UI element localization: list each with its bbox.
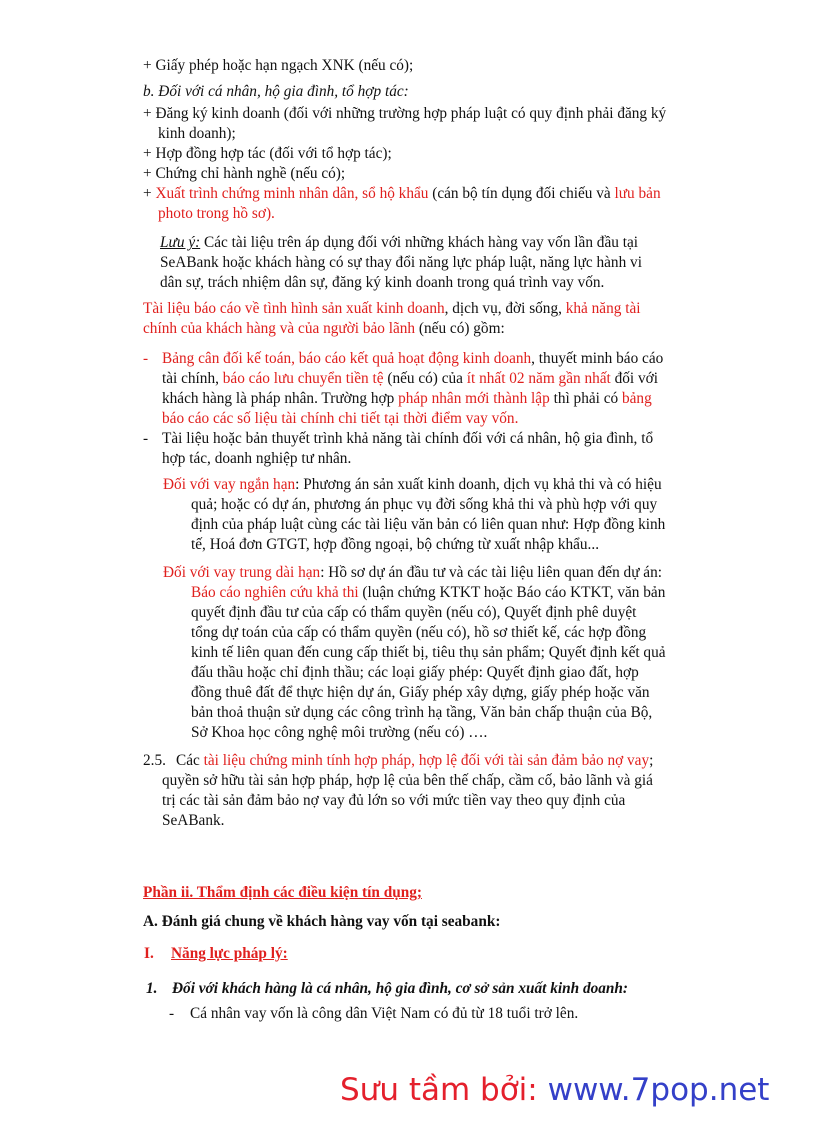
- text-span: : Hồ sơ dự án đầu tư và các tài liệu liên quan đến dự án:: [320, 564, 662, 581]
- text-span: + Chứng chỉ hành nghề (nếu có);: [143, 165, 346, 182]
- text-span: bản thoả thuận sử dụng các công trình hạ tầng, Văn bản chấp thuận của Bộ,: [191, 704, 653, 721]
- collateral-line-2: [162, 771, 653, 790]
- text-span: (luận chứng KTKT hoặc Báo cáo KTKT, văn bản: [358, 584, 666, 601]
- long-term-line-1: [163, 563, 662, 582]
- text-span: SeABank hoặc khách hàng có sự thay đổi năng lực pháp luật, năng lực hành vi: [160, 254, 642, 271]
- id-card-line-2: [158, 204, 275, 223]
- text-span: SeABank.: [162, 812, 225, 829]
- text-span: ;: [649, 752, 654, 769]
- section-number: [143, 751, 166, 770]
- long-term-line-4: [191, 623, 646, 642]
- text-span: I.: [144, 945, 154, 962]
- business-registration-line-2: [158, 124, 236, 143]
- short-term-line-1: [163, 475, 662, 494]
- bullet-dash: [143, 429, 148, 448]
- bullet-dash: [143, 349, 148, 368]
- text-span: khách hàng là pháp nhân. Trường hợp: [162, 390, 399, 407]
- text-span: tế, Hoá đơn GTGT, hợp đồng ngoại, bộ chứng từ xuất nhập khẩu...: [191, 536, 600, 553]
- text-span: Các: [176, 752, 204, 769]
- text-span: (nếu có) gồm:: [415, 320, 505, 337]
- permit-line: [143, 56, 413, 75]
- long-term-line-3: [191, 603, 636, 622]
- text-span: -: [143, 430, 149, 447]
- long-term-line-6: [191, 663, 639, 682]
- text-span: + Giấy phép hoặc hạn ngạch XNK (nếu có);: [143, 57, 414, 74]
- text-span: bảng: [621, 390, 652, 407]
- text-span: đối với: [610, 370, 658, 387]
- text-span: Sở Khoa học công nghệ môi trường (nếu có) ….: [191, 724, 488, 741]
- text-span: Phần ii. Thẩm định các điều kiện tín dụng;: [143, 884, 422, 901]
- text-span: khả năng tài: [565, 300, 641, 317]
- short-term-line-3: [191, 515, 665, 534]
- text-span: -: [143, 350, 149, 367]
- long-term-line-8: [191, 703, 652, 722]
- subheading-individuals: [143, 82, 409, 101]
- text-span: quyết định đầu tư của cấp có thẩm quyền (nếu có), Quyết định phê duyệt: [191, 604, 637, 621]
- balance-sheet-line-1: [162, 349, 663, 368]
- collateral-line-4: [162, 811, 224, 830]
- text-span: photo trong hồ sơ).: [158, 205, 275, 222]
- text-span: Bảng cân đối kế toán, báo cáo kết quả hoạt động kinh doanh: [162, 350, 532, 367]
- text-span: tài chính,: [162, 370, 223, 387]
- long-term-line-7: [191, 683, 650, 702]
- text-span: , dịch vụ, đời sống,: [444, 300, 566, 317]
- text-span: (nếu có) của: [383, 370, 467, 387]
- text-span: Năng lực pháp lý:: [171, 945, 288, 962]
- text-span: kinh doanh);: [158, 125, 236, 142]
- individual-customers-heading: [172, 979, 628, 998]
- text-span: + Hợp đồng hợp tác (đối với tổ hợp tác);: [143, 145, 392, 162]
- text-span: +: [143, 185, 156, 202]
- text-span: (cán bộ tín dụng đối chiếu và: [428, 185, 615, 202]
- text-span: : Phương án sản xuất kinh doanh, dịch vụ khả thi và có hiệu: [295, 476, 662, 493]
- text-span: Các tài liệu trên áp dụng đối với những khách hàng vay vốn lần đầu tại: [200, 234, 639, 251]
- roman-numeral: [144, 944, 154, 963]
- note-line-3: [160, 273, 604, 292]
- text-span: 2.5.: [143, 752, 166, 769]
- text-span: Đối với khách hàng là cá nhân, hộ gia đình, cơ sở sản xuất kinh doanh:: [172, 980, 629, 997]
- cooperation-contract-line: [143, 144, 392, 163]
- text-span: Tài liệu hoặc bản thuyết trình khả năng tài chính đối với cá nhân, hộ gia đình, tổ: [162, 430, 654, 447]
- text-span: + Đăng ký kinh doanh (đối với những trường hợp pháp luật có quy định phải đăng ký: [143, 105, 667, 122]
- text-span: quyền sở hữu tài sản hợp pháp, hợp lệ của bên thế chấp, cầm cố, bảo lãnh và giá: [162, 772, 653, 789]
- text-span: Xuất trình chứng minh nhân dân, sổ hộ khẩu: [155, 185, 429, 202]
- text-span: tài liệu chứng minh tính hợp pháp, hợp lệ đối với tài sản đảm bảo nợ vay: [203, 752, 650, 769]
- text-span: quả; hoặc có dự án, phương án phục vụ đời sống khả thi và phù hợp với quy: [191, 496, 658, 513]
- text-span: trị các tài sản đảm bảo nợ vay đủ lớn so với mức tiền vay theo quy định của: [162, 792, 626, 809]
- text-span: ít nhất 02 năm gần nhất: [466, 370, 611, 387]
- short-term-line-4: [191, 535, 599, 554]
- short-term-line-2: [191, 495, 657, 514]
- long-term-line-9: [191, 723, 487, 742]
- text-span: b. Đối với cá nhân, hộ gia đình, tổ hợp tác:: [143, 83, 409, 100]
- note-line-1: [160, 233, 638, 252]
- text-span: Báo cáo nghiên cứu khả thi: [191, 584, 359, 601]
- watermark-site: www.7pop.net: [547, 1072, 770, 1108]
- report-line-1: [143, 299, 641, 318]
- text-span: A. Đánh giá chung về khách hàng vay vốn tại seabank:: [143, 913, 501, 930]
- balance-sheet-line-2: [162, 369, 658, 388]
- long-term-line-5: [191, 643, 666, 662]
- text-span: báo cáo lưu chuyển tiền tệ: [222, 370, 384, 387]
- text-span: Đối với vay trung dài hạn: [163, 564, 321, 581]
- report-line-2: [143, 319, 505, 338]
- text-span: , thuyết minh báo cáo: [531, 350, 664, 367]
- id-card-line: [143, 184, 661, 203]
- subsection-number: [146, 979, 157, 998]
- text-span: tổng dự toán của cấp có thẩm quyền (nếu có), hồ sơ thiết kế, các hợp đồng: [191, 624, 647, 641]
- long-term-line-2: [191, 583, 665, 602]
- collateral-line-3: [162, 791, 625, 810]
- watermark-prefix: Sưu tầm bởi:: [340, 1072, 548, 1108]
- financial-presentation-line-2: [162, 449, 351, 468]
- watermark: [340, 1070, 769, 1110]
- text-span: đấu thầu hoặc chỉ định thầu; các loại giấy phép: Quyết định giao đất, hợp: [191, 664, 639, 681]
- collateral-line-1: [176, 751, 653, 770]
- bullet-dash: [169, 1004, 174, 1023]
- text-span: lưu bản: [614, 185, 661, 202]
- text-span: pháp nhân mới thành lập: [398, 390, 550, 407]
- text-span: đồng thuê đất để thực hiện dự án, Giấy phép xây dựng, giấy phép hoặc văn: [191, 684, 650, 701]
- note-line-2: [160, 253, 642, 272]
- balance-sheet-line-4: [162, 409, 518, 428]
- text-span: dân sự, trách nhiệm dân sự, đăng ký kinh doanh trong quá trình vay vốn.: [160, 274, 605, 291]
- legal-capacity-heading: [171, 944, 288, 963]
- text-span: báo cáo các số liệu tài chính chi tiết tại thời điểm vay vốn.: [162, 410, 519, 427]
- balance-sheet-line-3: [162, 389, 652, 408]
- text-span: -: [169, 1005, 175, 1022]
- section-a-heading: [143, 912, 500, 931]
- note-label: Lưu ý:: [160, 234, 201, 251]
- financial-presentation-line-1: [162, 429, 653, 448]
- text-span: Đối với vay ngắn hạn: [163, 476, 296, 493]
- text-span: Cá nhân vay vốn là công dân Việt Nam có đủ từ 18 tuổi trở lên.: [190, 1005, 579, 1022]
- business-registration-line: [143, 104, 666, 123]
- text-span: Tài liệu báo cáo về tình hình sản xuất kinh doanh: [143, 300, 445, 317]
- text-span: chính của khách hàng và của người bảo lãnh: [143, 320, 416, 337]
- text-span: thì phải có: [549, 390, 622, 407]
- part-heading: [143, 883, 422, 902]
- text-span: hợp tác, doanh nghiệp tư nhân.: [162, 450, 352, 467]
- text-span: 1.: [146, 980, 158, 997]
- text-span: định của pháp luật cùng các tài liệu văn bản có liên quan như: Hợp đồng kinh: [191, 516, 666, 533]
- text-span: kinh tế liên quan đến cung cấp thiết bị, tiêu thụ sản phẩm; Quyết định kết quả: [191, 644, 666, 661]
- citizen-age-line: [190, 1004, 578, 1023]
- practice-certificate-line: [143, 164, 345, 183]
